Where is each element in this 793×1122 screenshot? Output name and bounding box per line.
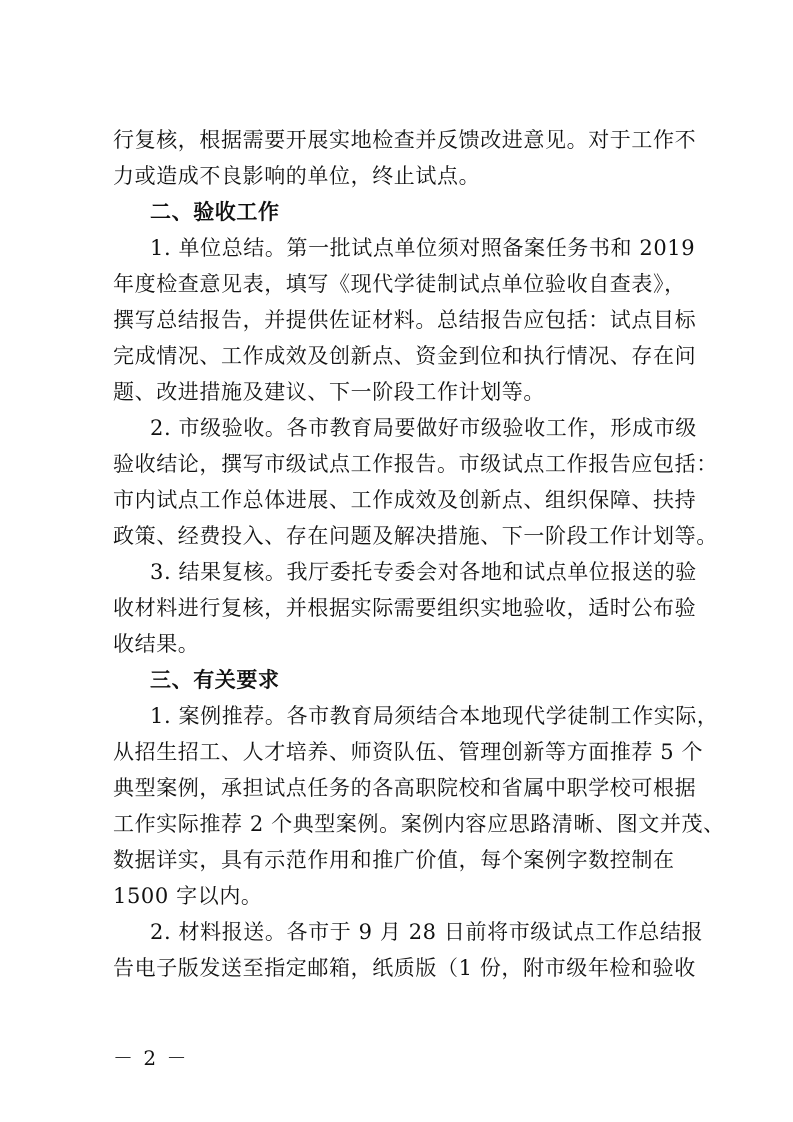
body-line: 从招生招工、人才培养、师资队伍、管理创新等方面推荐 5 个 (113, 740, 704, 764)
page-number: － 2 － (113, 1046, 189, 1070)
body-line: 2. 材料报送。各市于 9 月 28 日前将市级试点工作总结报 (150, 920, 704, 944)
body-line: 市内试点工作总体进展、工作成效及创新点、组织保障、扶持 (113, 488, 697, 512)
body-line: 完成情况、工作成效及创新点、资金到位和执行情况、存在问 (113, 344, 697, 368)
body-line: 典型案例，承担试点任务的各高职院校和省属中职学校可根据 (113, 776, 697, 800)
body-line: 1. 单位总结。第一批试点单位须对照备案任务书和 2019 (150, 236, 696, 260)
body-line: 验收结论，撰写市级试点工作报告。市级试点工作报告应包括： (113, 452, 718, 476)
section-heading: 二、验收工作 (150, 200, 280, 224)
body-line: 行复核，根据需要开展实地检查并反馈改进意见。对于工作不 (113, 128, 697, 152)
body-line: 撰写总结报告，并提供佐证材料。总结报告应包括：试点目标 (113, 308, 697, 332)
body-line: 1500 字以内。 (113, 884, 263, 908)
body-line: 数据详实，具有示范作用和推广价值，每个案例字数控制在 (113, 848, 675, 872)
body-line: 工作实际推荐 2 个典型案例。案例内容应思路清晰、图文并茂、 (113, 812, 725, 836)
body-line: 2. 市级验收。各市教育局要做好市级验收工作，形成市级 (150, 416, 697, 440)
body-line: 题、改进措施及建议、下一阶段工作计划等。 (113, 380, 545, 404)
body-line: 1. 案例推荐。各市教育局须结合本地现代学徒制工作实际， (150, 704, 719, 728)
section-heading: 三、有关要求 (150, 668, 280, 692)
body-line: 力或造成不良影响的单位，终止试点。 (113, 164, 481, 188)
body-line: 3. 结果复核。我厅委托专委会对各地和试点单位报送的验 (150, 560, 697, 584)
body-line: 告电子版发送至指定邮箱，纸质版（1 份，附市级年检和验收 (113, 956, 696, 980)
body-line: 政策、经费投入、存在问题及解决措施、下一阶段工作计划等。 (113, 524, 718, 548)
body-line: 年度检查意见表，填写《现代学徒制试点单位验收自查表》， (113, 272, 686, 296)
body-line: 收结果。 (113, 632, 200, 656)
body-line: 收材料进行复核，并根据实际需要组织实地验收，适时公布验 (113, 596, 697, 620)
